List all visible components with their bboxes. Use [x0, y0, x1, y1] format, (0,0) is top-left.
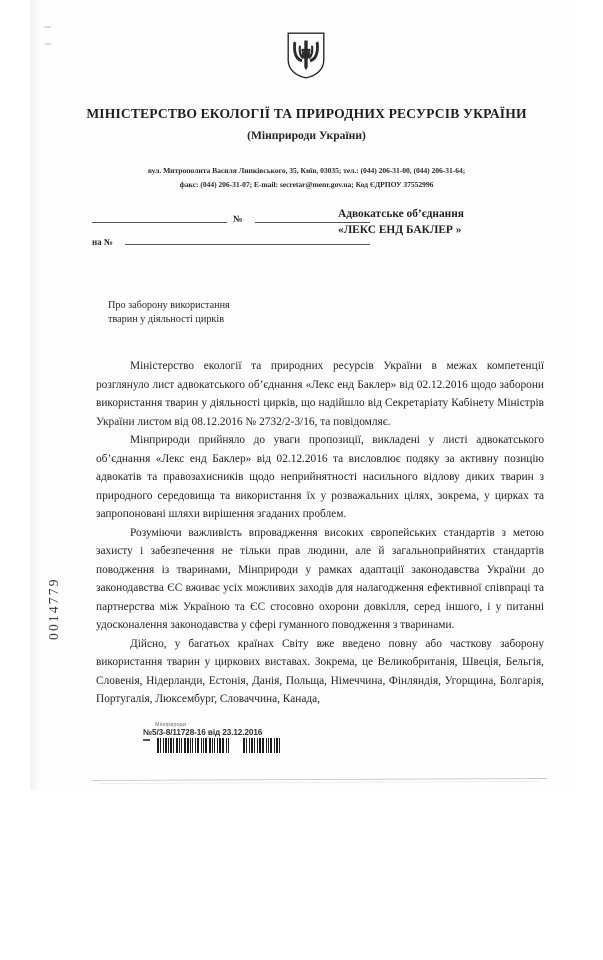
registration-stamp-organization: Мінприроди [155, 722, 187, 728]
archive-number: 0014779 [46, 577, 61, 640]
body-paragraph: Розуміючи важливість впровадження високих європейських стандартів з метою захисту і забезпечення не тільки прав людини, але й загальноприйнятих стандартів поводження із тваринами, Мінприроди у рамках адаптації законодавства України до законодавства ЄС вживає усіх можливих заходів для налагодження ефективної співпраці та партнерства між Україною та ЄС стосовно охорони довкілля, серед іншого, і у питанні удосконалення законодавства у сфері гуманного поводження з тваринами. [96, 526, 544, 631]
registration-stamp-number: №5/3-8/11728-16 від 23.12.2016 [143, 728, 263, 737]
letterhead-address-line: вул. Митрополита Василя Липківського, 35, Київ, 03035; тел.: (044) 206-31-00, (044) 206-31-64; [147, 166, 466, 175]
registration-stamp [143, 722, 373, 737]
ukraine-coat-of-arms-tryzub-icon [287, 32, 325, 79]
barcode-icon [157, 738, 282, 753]
ministry-name-heading: МІНІСТЕРСТВО ЕКОЛОГІЇ ТА ПРИРОДНИХ РЕСУРСІВ УКРАЇНИ [86, 106, 527, 121]
addressee-line-1: Адвокатське об’єднання [338, 208, 464, 220]
reference-number-label: № [233, 215, 243, 225]
subject-block [108, 299, 358, 326]
body-paragraph: Дійсно, у багатьох країнах Світу вже введено повну або часткову заборону використання тварин у циркових виставах. Зокрема, це Великобританія, Швеція, Бельгія, Словенія, Нідерланди, Естонія, Данія, Польща, Німеччина, Фінляндія, Угорщина, Болгарія, Португалія, Люксембург, Словаччина, Канада, [96, 637, 544, 705]
reply-to-number-rule [125, 244, 370, 245]
subject-line-1: Про заборону використання [108, 300, 230, 311]
body-paragraph: Міністерство екології та природних ресурсів України в межах компетенції розглянуло лист адвокатського об’єднання «Лекс енд Баклер» від 02.12.2016 щодо заборони використання тварин у діяльності цирків, що надійшло від Секретаріату Кабінету Міністрів України листом від 08.12.2016 № 2732/2-3/16, та повідомляє. [96, 360, 544, 428]
scan-speck [45, 43, 51, 45]
letter-body [96, 357, 544, 709]
scan-speck [44, 26, 51, 28]
letterhead-contact-line: факс: (044) 206-31-07; E-mail: secretar@menr.gov.ua; Код ЄДРПОУ 37552996 [179, 180, 434, 189]
ministry-short-name: (Мінприроди України) [247, 129, 366, 142]
addressee-line-2: «ЛЕКС ЕНД БАКЛЕР » [338, 224, 462, 236]
body-paragraph: Мінприроди прийняло до уваги пропозиції, викладені у листі адвокатського об’єднання «Лекс енд Баклер» від 02.12.2016 та висловлює подяку за активну позицію адвокатів та правозахисників щодо неприйнятності насильного відлову диких тварин з природного середовища та використання їх у розважальних цілях, зокрема, у цирках та запропоновані шляхи вирішення згаданих проблем. [96, 434, 544, 520]
addressee-block [338, 206, 543, 238]
reply-to-number-label: на № [92, 237, 113, 247]
registration-stamp-dash [143, 739, 150, 741]
subject-line-2: тварин у діяльності цирків [108, 313, 225, 325]
reference-date-rule [92, 222, 227, 223]
